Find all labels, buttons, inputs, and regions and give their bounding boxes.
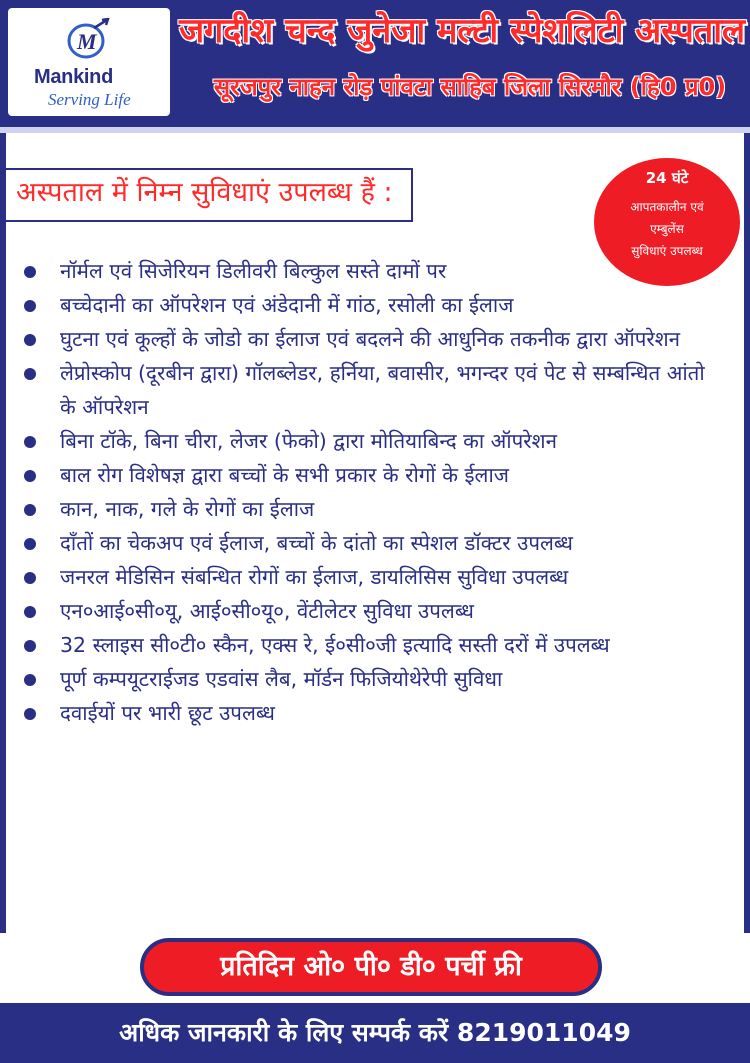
logo-tagline: Serving Life (48, 90, 131, 109)
list-item (18, 458, 724, 492)
list-item-text: कान, नाक, गले के रोगों का ईलाज (60, 497, 315, 521)
list-item (18, 322, 724, 356)
bullet-icon (24, 300, 36, 312)
list-item (18, 254, 724, 288)
emergency-badge-line4: सुविधाएं उपलब्ध (631, 244, 703, 258)
mankind-logo (8, 8, 170, 116)
list-item-text: बाल रोग विशेषज्ञ द्वारा बच्चों के सभी प्रकार के रोगों के ईलाज (60, 463, 509, 487)
bullet-icon (24, 334, 36, 346)
bullet-icon (24, 640, 36, 652)
bullet-icon (24, 708, 36, 720)
bullet-icon (24, 266, 36, 278)
bullet-icon (24, 368, 36, 380)
list-item-text: पूर्ण कम्पयूटराईजड एडवांस लैब, मॉर्डन फिजियोथेरेपी सुविधा (60, 667, 503, 691)
bullet-icon (24, 470, 36, 482)
list-item (18, 560, 724, 594)
list-item-text: जनरल मेडिसिन संबन्धित रोगों का ईलाज, डायलिसिस सुविधा उपलब्ध (60, 565, 569, 589)
list-item (18, 424, 724, 458)
list-item-text: घुटना एवं कूल्हों के जोडो का ईलाज एवं बदलने की आधुनिक तकनीक द्वारा ऑपरेशन (60, 327, 681, 351)
bullet-icon (24, 674, 36, 686)
list-item-text: लेप्रोस्कोप (दूरबीन द्वारा) गॉलब्लेडर, हर्निया, बवासीर, भगन्दर एवं पेट से सम्बन्धित आंतो के ऑपरेशन (60, 361, 705, 419)
emergency-badge-hours: 24 घंटे (645, 169, 689, 187)
list-item-text: एन०आई०सी०यू, आई०सी०यू०, वेंटीलेटर सुविधा उपलब्ध (60, 599, 474, 623)
list-item (18, 696, 724, 730)
bullet-icon (24, 436, 36, 448)
header-banner (0, 0, 750, 133)
opd-free-banner: प्रतिदिन ओ० पी० डी० पर्ची फ्री (140, 938, 602, 996)
list-item-text: बिना टॉके, बिना चीरा, लेजर (फेको) द्वारा मोतियाबिन्द का ऑपरेशन (60, 429, 557, 453)
list-item-text: नॉर्मल एवं सिजेरियन डिलीवरी बिल्कुल सस्ते दामों पर (60, 259, 447, 283)
list-item (18, 356, 724, 424)
list-item (18, 628, 724, 662)
hospital-name: जगदीश चन्द जुनेजा मल्टी स्पेशलिटी अस्पताल (178, 11, 746, 51)
emergency-badge-text (594, 196, 740, 262)
mankind-m-icon (66, 18, 110, 62)
list-item (18, 526, 724, 560)
contact-footer: अधिक जानकारी के लिए सम्पर्क करें 8219011049 (0, 1003, 750, 1063)
hospital-address: सूरजपुर नाहन रोड़ पांवटा साहिब जिला सिरमौर (हि0 प्र0) (213, 73, 727, 101)
bullet-icon (24, 606, 36, 618)
list-item (18, 492, 724, 526)
list-item (18, 594, 724, 628)
logo-brand-text: Mankind (34, 66, 114, 88)
list-item-text: बच्चेदानी का ऑपरेशन एवं अंडेदानी में गांठ, रसोली का ईलाज (60, 293, 514, 317)
svg-text:M: M (77, 29, 97, 54)
facilities-title: अस्पताल में निम्न सुविधाएं उपलब्ध हैं : (6, 168, 413, 222)
list-item-text: 32 स्लाइस सी०टी० स्कैन, एक्स रे, ई०सी०जी इत्यादि सस्ती दरों में उपलब्ध (60, 633, 610, 657)
bullet-icon (24, 504, 36, 516)
emergency-badge-line2: आपतकालीन एवं (630, 200, 704, 214)
list-item-text: दाँतों का चेकअप एवं ईलाज, बच्चों के दांतो का स्पेशल डॉक्टर उपलब्ध (60, 531, 573, 555)
facilities-list (18, 254, 724, 730)
list-item (18, 662, 724, 696)
list-item (18, 288, 724, 322)
bullet-icon (24, 572, 36, 584)
emergency-badge-line3: एम्बुलेंस (650, 222, 684, 236)
bullet-icon (24, 538, 36, 550)
list-item-text: दवाईयों पर भारी छूट उपलब्ध (60, 701, 275, 725)
